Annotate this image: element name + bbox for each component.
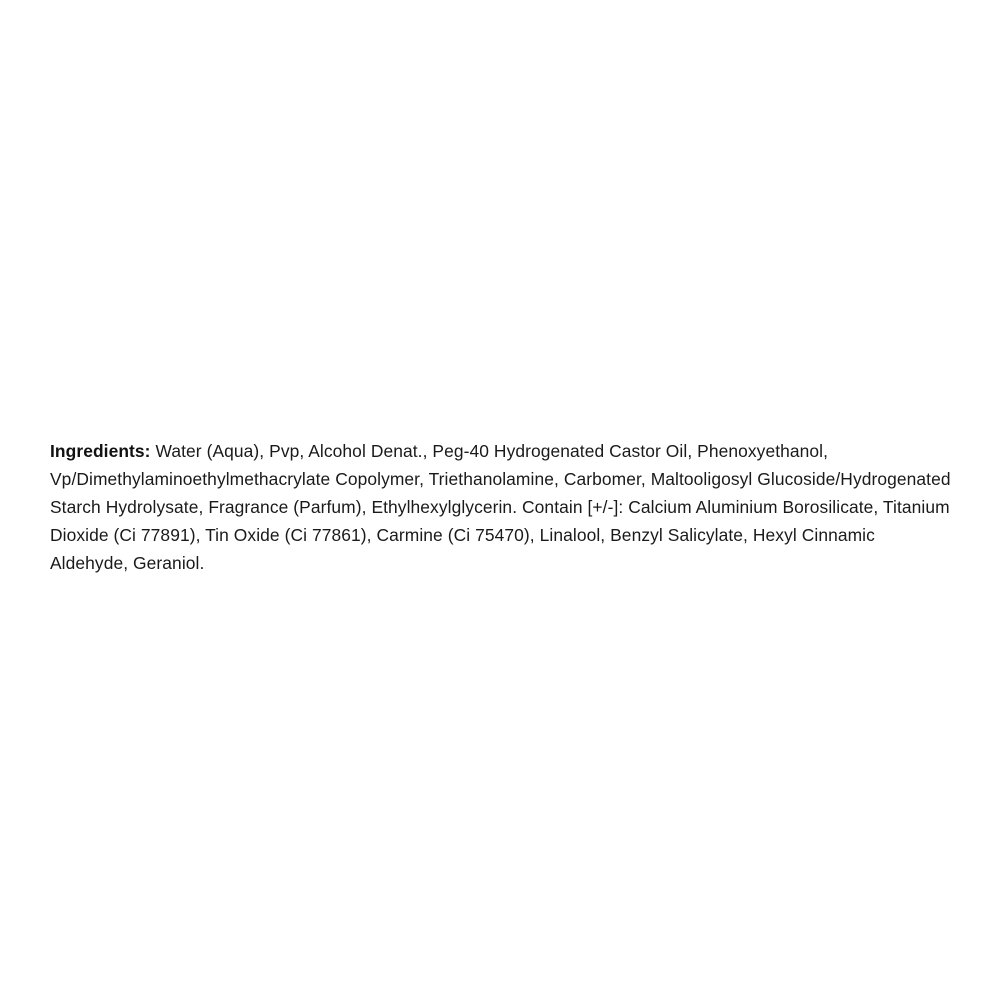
ingredients-heading: Ingredients:: [50, 441, 151, 462]
ingredients-paragraph: [50, 437, 952, 577]
ingredients-list-text: Water (Aqua), Pvp, Alcohol Denat., Peg-40 Hydrogenated Castor Oil, Phenoxyethanol, Vp/Dimethylaminoethylmethacrylate Copolymer, Triethanolamine, Carbomer, Maltooligosyl Glucoside/Hydrogenated Starch Hydrolysate, Fragrance (Parfum), Ethylhexylglycerin. Contain [+/-]: Calcium Aluminium Borosilicate, Titanium Dioxide (Ci 77891), Tin Oxide (Ci 77861), Carmine (Ci 75470), Linalool, Benzyl Salicylate, Hexyl Cinnamic Aldehyde, Geraniol.: [50, 441, 951, 574]
